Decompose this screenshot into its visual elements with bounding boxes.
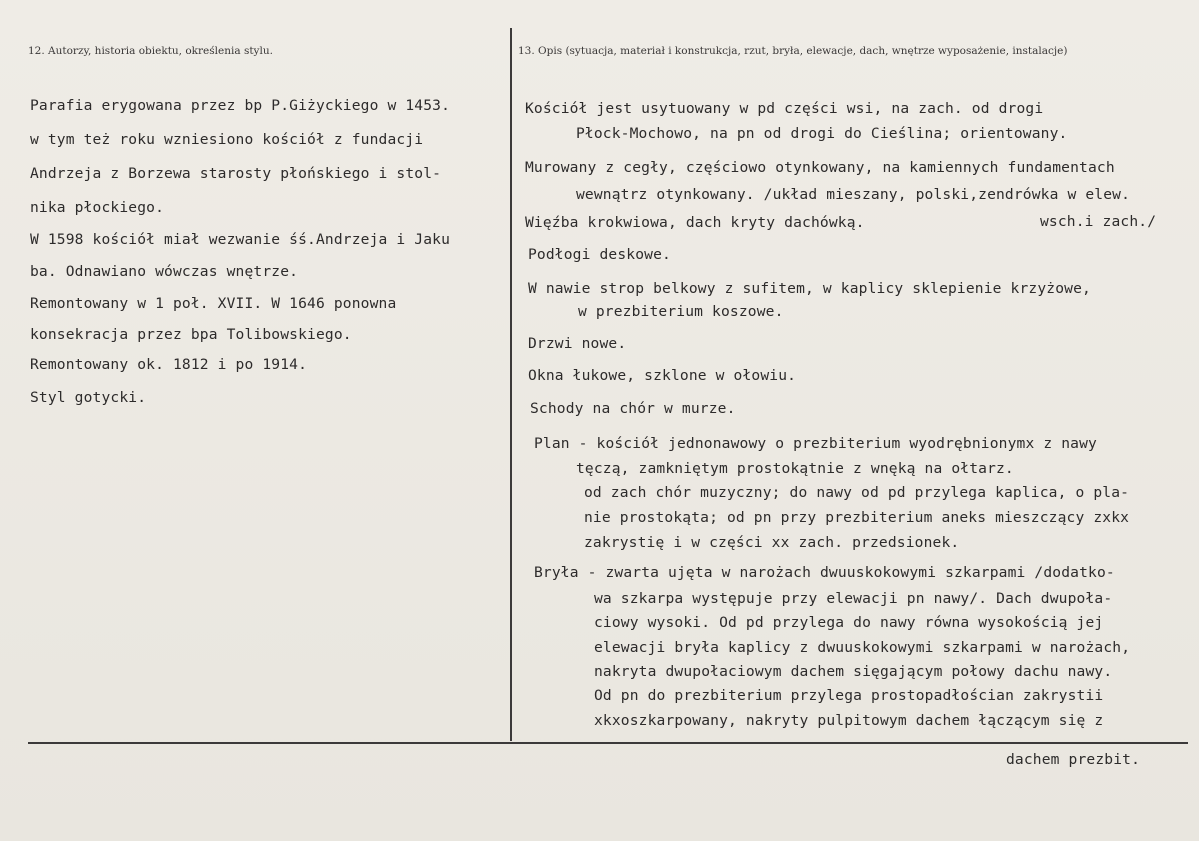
right-text-line: W nawie strop belkowy z sufitem, w kaplicy sklepienie krzyżowe,	[528, 280, 1091, 297]
right-text-line: Drzwi nowe.	[528, 335, 627, 352]
right-text-line: zakrystię i w części xx zach. przedsionek.	[584, 534, 960, 551]
right-text-line: xkxoszkarpowany, nakryty pulpitowym dachem łączącym się z	[594, 712, 1104, 729]
left-text-line: w tym też roku wzniesiono kościół z fundacji	[30, 131, 424, 148]
left-text-line: Styl gotycki.	[30, 389, 147, 406]
right-text-line: tęczą, zamkniętym prostokątnie z wnęką na ołtarz.	[576, 460, 1014, 477]
right-text-line: ciowy wysoki. Od pd przylega do nawy równa wysokością jej	[594, 614, 1104, 631]
right-text-line: Bryła - zwarta ujęta w narożach dwuuskokowymi szkarpami /dodatko-	[534, 564, 1115, 581]
right-text-line: wewnątrz otynkowany. /układ mieszany, polski,zendrówka w elew.	[576, 186, 1131, 203]
column-divider	[510, 28, 512, 741]
left-text-line: ba. Odnawiano wówczas wnętrze.	[30, 263, 299, 280]
left-text-line: Andrzeja z Borzewa starosty płońskiego i stol-	[30, 165, 442, 182]
right-text-line: Okna łukowe, szklone w ołowiu.	[528, 367, 797, 384]
right-text-line: Od pn do prezbiterium przylega prostopadłościan zakrystii	[594, 687, 1104, 704]
left-text-line: Remontowany w 1 poł. XVII. W 1646 ponowna	[30, 295, 397, 312]
right-text-line: Więźba krokwiowa, dach kryty dachówką.	[525, 214, 865, 231]
left-text-line: Remontowany ok. 1812 i po 1914.	[30, 356, 308, 373]
right-text-line: nie prostokąta; od pn przy prezbiterium aneks mieszczący zxkx	[584, 509, 1130, 526]
right-text-line: Schody na chór w murze.	[530, 400, 736, 417]
right-text-line: Murowany z cegły, częściowo otynkowany, na kamiennych fundamentach	[525, 159, 1115, 176]
right-text-line: elewacji bryła kaplicy z dwuuskokowymi szkarpami w narożach,	[594, 639, 1131, 656]
right-text-line: Płock-Mochowo, na pn od drogi do Cieślina; orientowany.	[576, 125, 1068, 142]
right-text-line: dachem prezbit.	[1006, 751, 1141, 768]
bottom-rule	[28, 742, 1188, 744]
left-section-header: 12. Autorzy, historia obiektu, określenia stylu.	[28, 45, 273, 57]
right-text-line: Kościół jest usytuowany w pd części wsi, na zach. od drogi	[525, 100, 1044, 117]
right-text-line: Podłogi deskowe.	[528, 246, 671, 263]
right-text-line: Plan - kościół jednonawowy o prezbiterium wyodrębnionymx z nawy	[534, 435, 1097, 452]
right-section-header: 13. Opis (sytuacja, materiał i konstrukcja, rzut, bryła, elewacje, dach, wnętrze wyposażenie, instalacje)	[518, 45, 1068, 57]
right-text-line: w prezbiterium koszowe.	[578, 303, 784, 320]
left-text-line: W 1598 kościół miał wezwanie śś.Andrzeja i Jaku	[30, 231, 451, 248]
right-text-line: wsch.i zach./	[1040, 213, 1157, 230]
right-text-line: od zach chór muzyczny; do nawy od pd przylega kaplica, o pla-	[584, 484, 1130, 501]
left-text-line: konsekracja przez bpa Tolibowskiego.	[30, 326, 352, 343]
right-text-line: wa szkarpa występuje przy elewacji pn nawy/. Dach dwupoła-	[594, 590, 1113, 607]
left-text-line: Parafia erygowana przez bp P.Giżyckiego w 1453.	[30, 97, 451, 114]
right-text-line: nakryta dwupołaciowym dachem sięgającym połowy dachu nawy.	[594, 663, 1113, 680]
left-text-line: nika płockiego.	[30, 199, 165, 216]
